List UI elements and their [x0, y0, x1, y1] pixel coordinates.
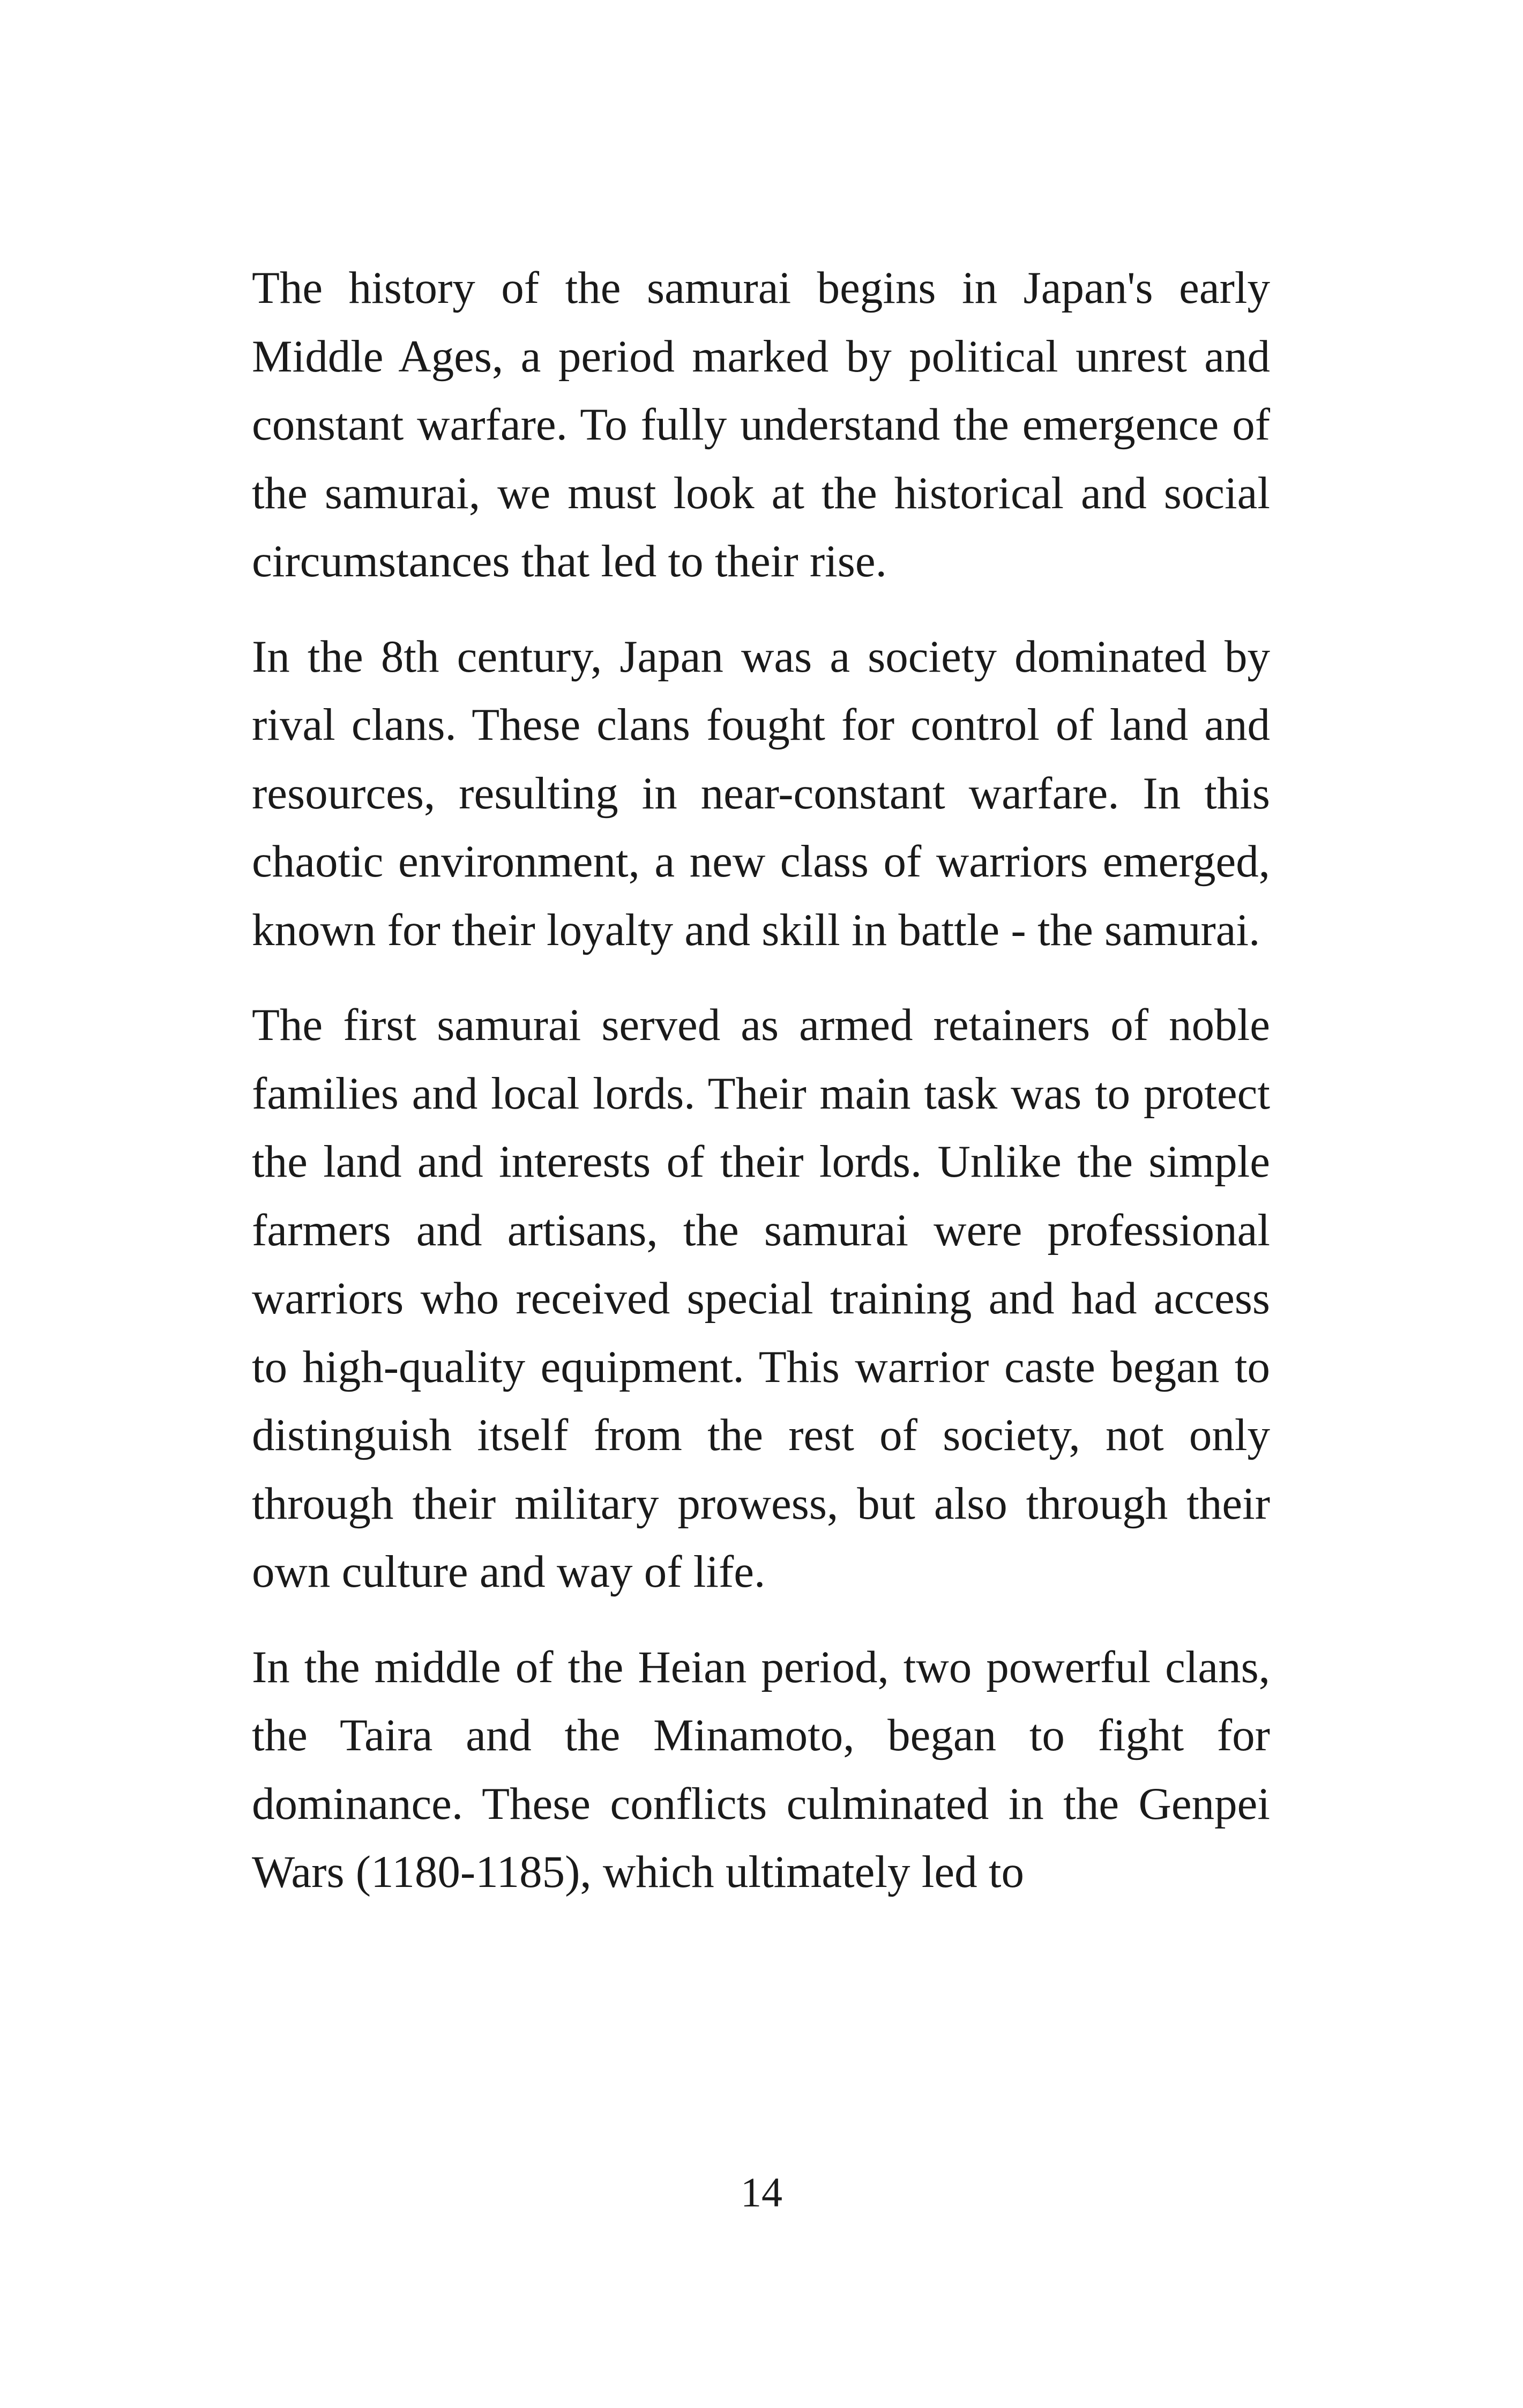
paragraph: The history of the samurai begins in Japan's early Middle Ages, a period marked by political unrest and constant warfare. To fully understand the emergence of the samurai, we must look at the historical and social circumstances that led to their rise. — [252, 263, 1270, 586]
paragraph: In the middle of the Heian period, two powerful clans, the Taira and the Minamoto, began to fight for dominance. These conflicts culminated in the Genpei Wars (1180-1185), which ultimately led to — [252, 1641, 1270, 1897]
body-text — [252, 254, 1270, 1907]
paragraph: In the 8th century, Japan was a society dominated by rival clans. These clans fought for control of land and resources, resulting in near-constant warfare. In this chaotic environment, a new class of warriors emerged, known for their loyalty and skill in battle - the samurai. — [252, 631, 1270, 955]
paragraph: The first samurai served as armed retainers of noble families and local lords. Their main task was to protect the land and interests of their lords. Unlike the simple farmers and artisans, the samurai were professional warriors who received special training and had access to high-quality equipment. This warrior caste began to distinguish itself from the rest of society, not only through their military prowess, but also through their own culture and way of life. — [252, 1000, 1270, 1597]
page-number: 14 — [741, 2169, 782, 2216]
